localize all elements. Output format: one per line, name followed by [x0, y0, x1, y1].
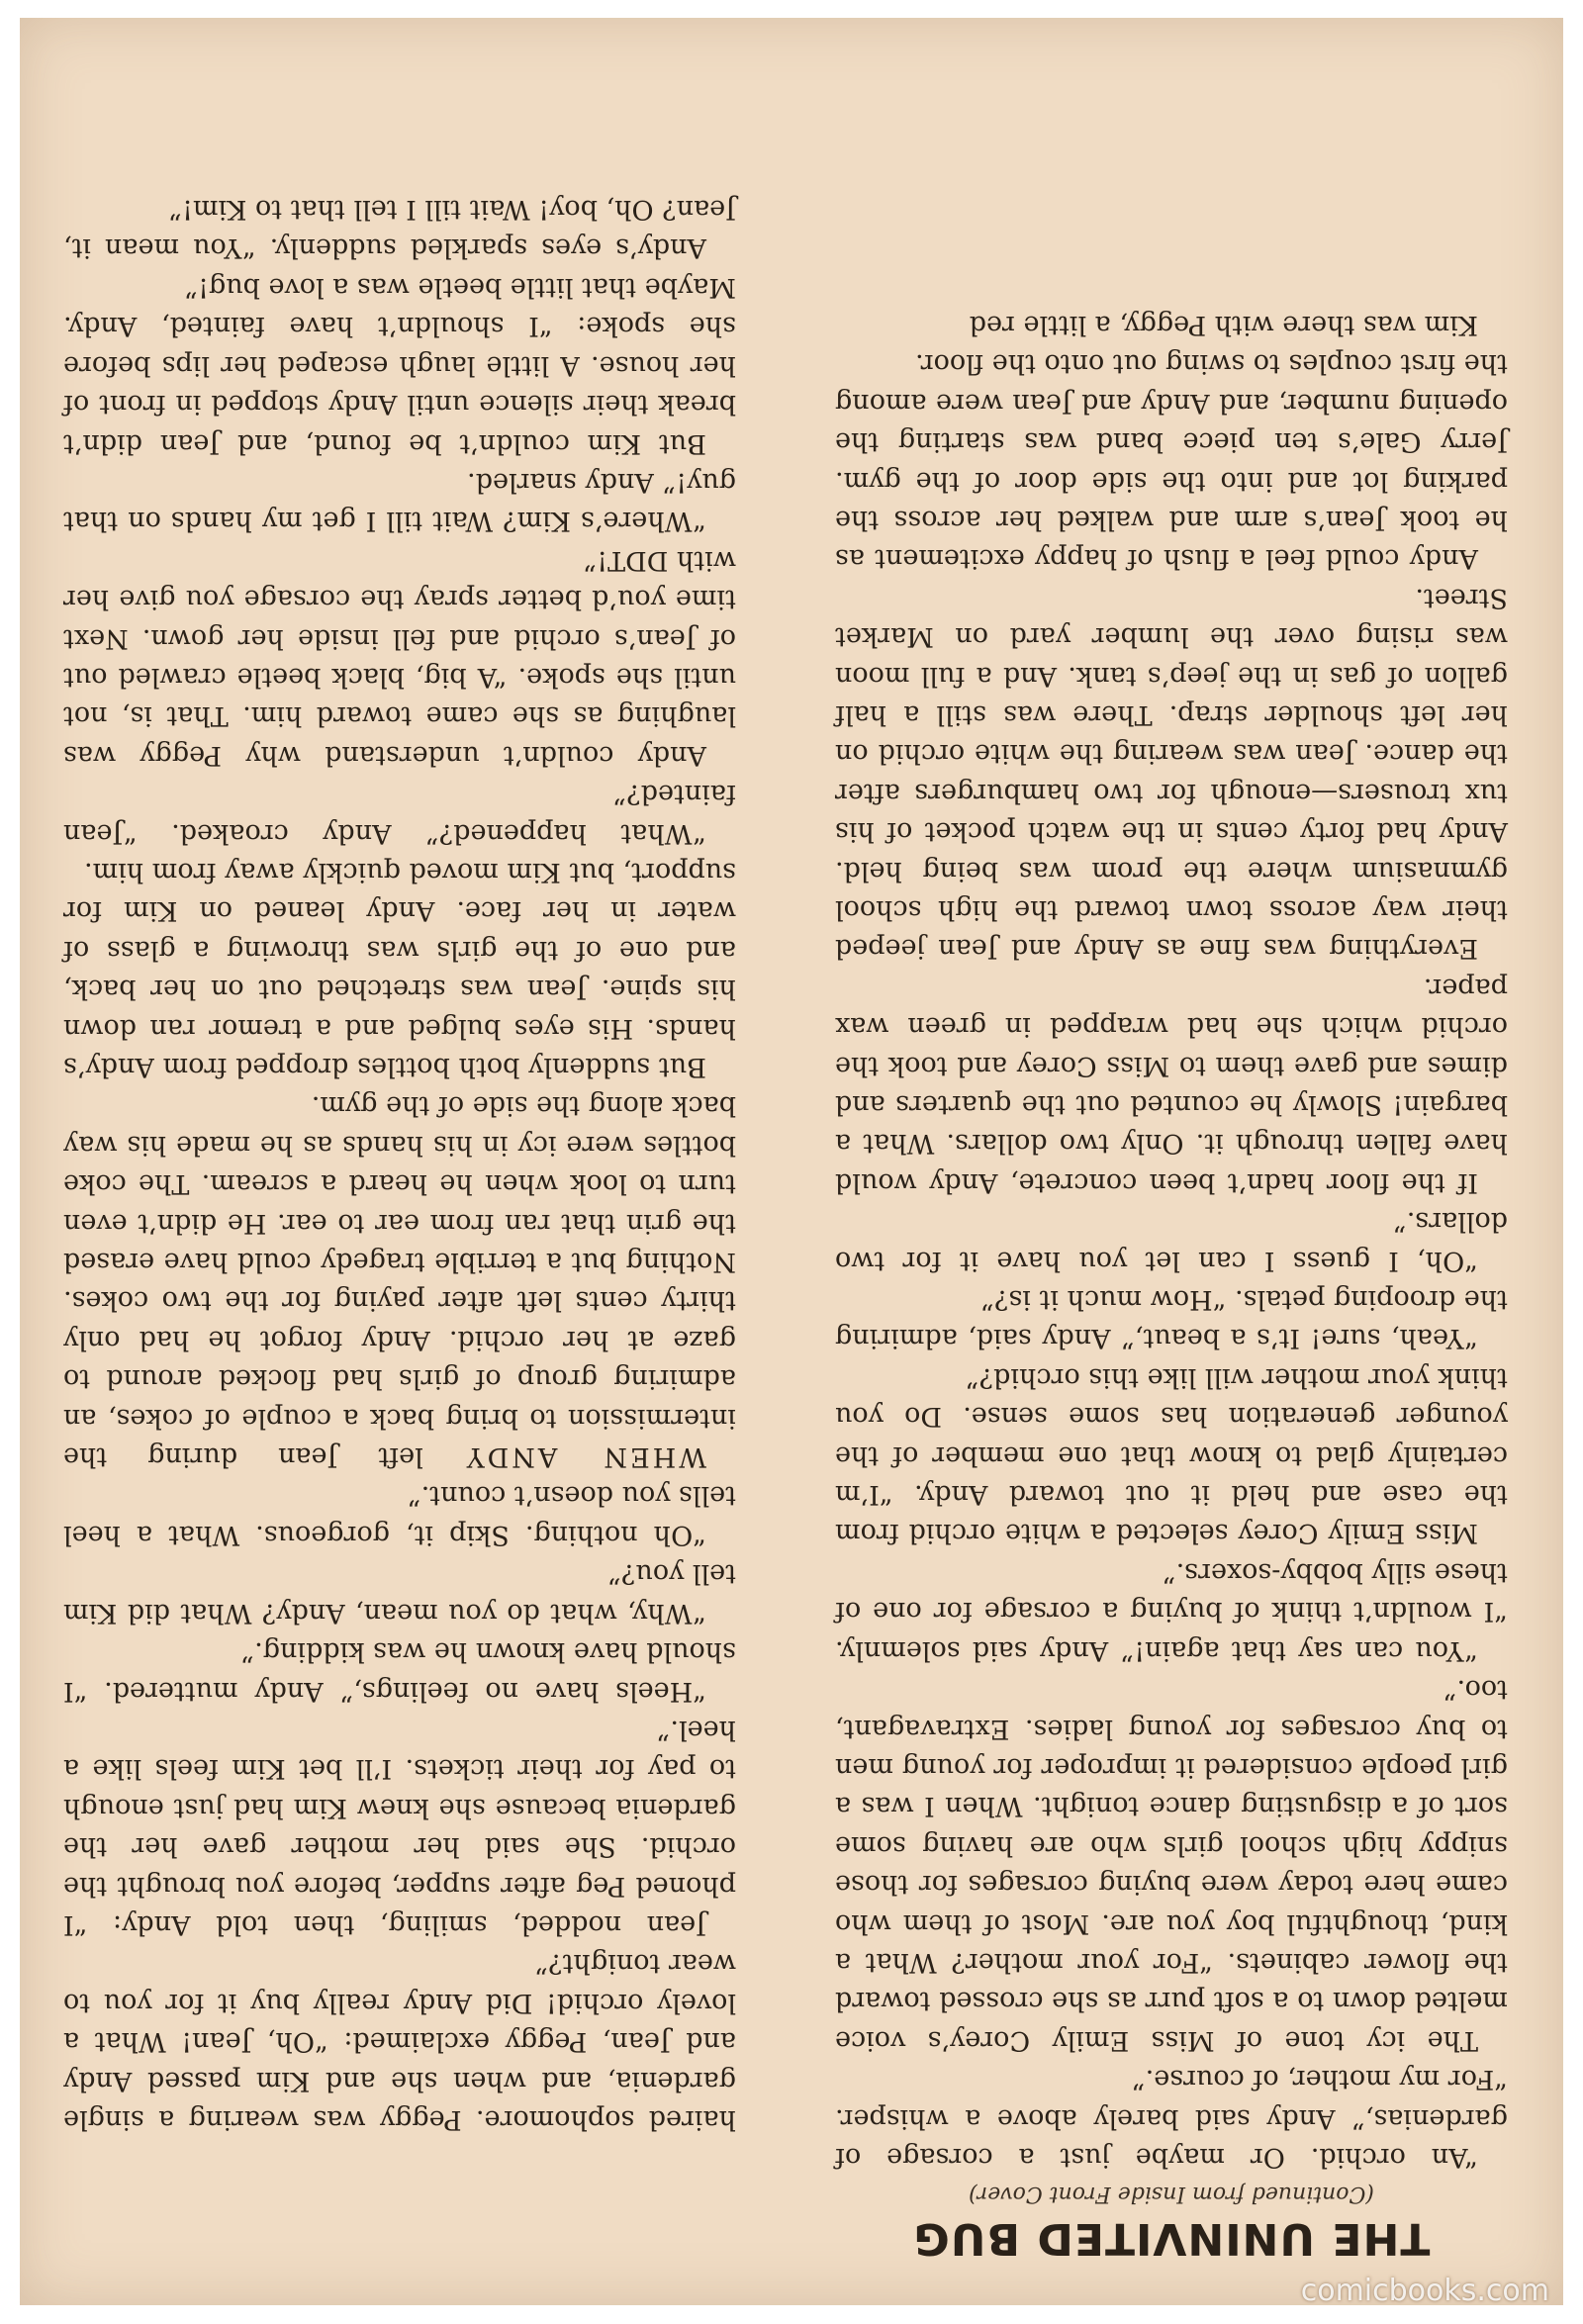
paragraph: Jean nodded, smiling, then told Andy: “I phoned Peg after supper, before you brought the orchid. She said her mother gave her the gardenia because she knew Kim had just enough to pay for their tickets. I’ll bet Kim feels like a heel.”: [63, 1714, 736, 1940]
upside-down-page: [20, 18, 1563, 2305]
section-caps-lead: WHEN ANDY: [463, 1441, 706, 1473]
paragraph: “Oh nothing. Skip it, gorgeous. What a heel tells you doesn’t count.”: [63, 1480, 736, 1550]
paragraph: “Where’s Kim? Wait till I get my hands on that guy!” Andy snarled.: [63, 466, 736, 537]
paragraph: But suddenly both bottles dropped from Andy’s hands. His eyes bulged and a tremor ran down his spine. Jean was stretched out on her back, and one of the girls was throwing a glass of water in her face. Andy leaned on Kim for support, but Kim moved quickly away from him.: [63, 857, 736, 1083]
paragraph: The icy tone of Miss Emily Corey’s voice melted down to a soft purr as she crossed toward the flower cabinets. “For your mother? What a kind, thoughtful boy you are. Most of them who came here today were buying corsages for those snippy high school girls who are having some sort of a disgusting dance tonight. When I was a girl people considered it improper for young men to buy corsages for young ladies. Extravagant, too.”: [835, 1674, 1508, 2056]
paragraph: “Heels have no feelings,” Andy muttered. “I should have known he was kidding.”: [63, 1636, 736, 1707]
paper-sheet: [20, 18, 1563, 2305]
paragraph: “Why, what do you mean, Andy? What did Kim tell you?”: [63, 1558, 736, 1628]
text-column-left: [835, 306, 1508, 2178]
paragraph: “Yeah, sure! It’s a beaut,” Andy said, admiring the drooping petals. “How much it is?”: [835, 1284, 1508, 1354]
paragraph: “What happened?” Andy croaked. “Jean fainted?”: [63, 779, 736, 849]
text-column-right: [63, 190, 736, 2139]
paragraph: “You can say that again!” Andy said solemnly. “I wouldn’t think of buying a corsage for one of these silly bobby-soxers.”: [835, 1556, 1508, 1666]
paragraph: Kim was there with Peggy, a little red: [969, 309, 1478, 340]
paragraph: Everything was fine as Andy and Jean jeeped their way across town toward the high school gymnasium where the prom was being held. Andy had forty cents in the watch pocket of his tux trousers—enough for two hamburgers after the dance. Jean was wearing the white orchid on her left shoulder strap. There was still a half gallon of gas in the jeep’s tank. And a full moon was rising over the lumber yard on Market Street.: [835, 582, 1508, 965]
story-subtitle: (Continued from Inside Front Cover): [969, 2182, 1374, 2206]
paragraph: Andy could feel a flush of happy excitement as he took Jean’s arm and walked her across the parking lot and into the side door of the gym. Jerry Gale’s ten piece band was starting the opening number, and Andy and Jean were among the first couples to swing out onto the floor.: [835, 348, 1508, 575]
paragraph: If the floor hadn’t been concrete, Andy would have fallen through it. Only two dollars. What a bargain! Slowly he counted out the quarters and dimes and gave them to Miss Corey and took the orchid which she had wrapped in green wax paper.: [835, 972, 1508, 1198]
paragraph: Andy couldn’t understand why Peggy was laughing as she came toward him. That is, not until she spoke. “A big, black beetle crawled out of Jean’s orchid and fell inside her gown. Next time you’d better spray the corsage you give her with DDT!”: [63, 544, 736, 771]
paragraph: “An orchid. Or maybe just a corsage of gardenias,” Andy said barely above a whisper. “For my mother, of course.”: [835, 2064, 1508, 2173]
paragraph: Miss Emily Corey selected a white orchid from the case and held it out toward Andy. “I’m certainly glad to know that one member of the younger generation has some sense. Do you think your mother will like this orchid?”: [835, 1361, 1508, 1549]
section-paragraph: [63, 1086, 736, 1476]
story-title: THE UNINVITED BUG: [912, 2213, 1431, 2264]
section-text: left Jean during the intermission to bring back a couple of cokes, an admiring group of girls had flocked around to gaze at her orchid. Andy forgot he had only thirty cents left after paying for the two cokes. Nothing but a terrible tragedy could have erased the grin that ran from ear to ear. He didn’t even turn to look when he heard a scream. The coke bottles were icy in his hands as he made his way back along the side of the gym.: [63, 1090, 736, 1473]
paragraph: “Oh, I guess I can let you have it for two dollars.”: [835, 1206, 1508, 1276]
paragraph: But Kim couldn’t be found, and Jean didn’t break their silence until Andy stopped in front of her house. A little laugh escaped her lips before she spoke: “I shouldn’t have fainted, Andy. Maybe that little beetle was a love bug!”: [63, 271, 736, 459]
watermark: comicbooks.com: [1300, 2274, 1549, 2308]
paragraph: haired sophomore. Peggy was wearing a single gardenia, and when she and Kim passed Andy and Jean, Peggy exclaimed: “Oh, Jean! What a lovely orchid! Did Andy really buy it for you to wear tonight?”: [63, 1948, 736, 2135]
paragraph: Andy’s eyes sparkled suddenly. “You mean it, Jean? Oh, boy! Wait till I tell that to Kim!”: [63, 194, 736, 264]
